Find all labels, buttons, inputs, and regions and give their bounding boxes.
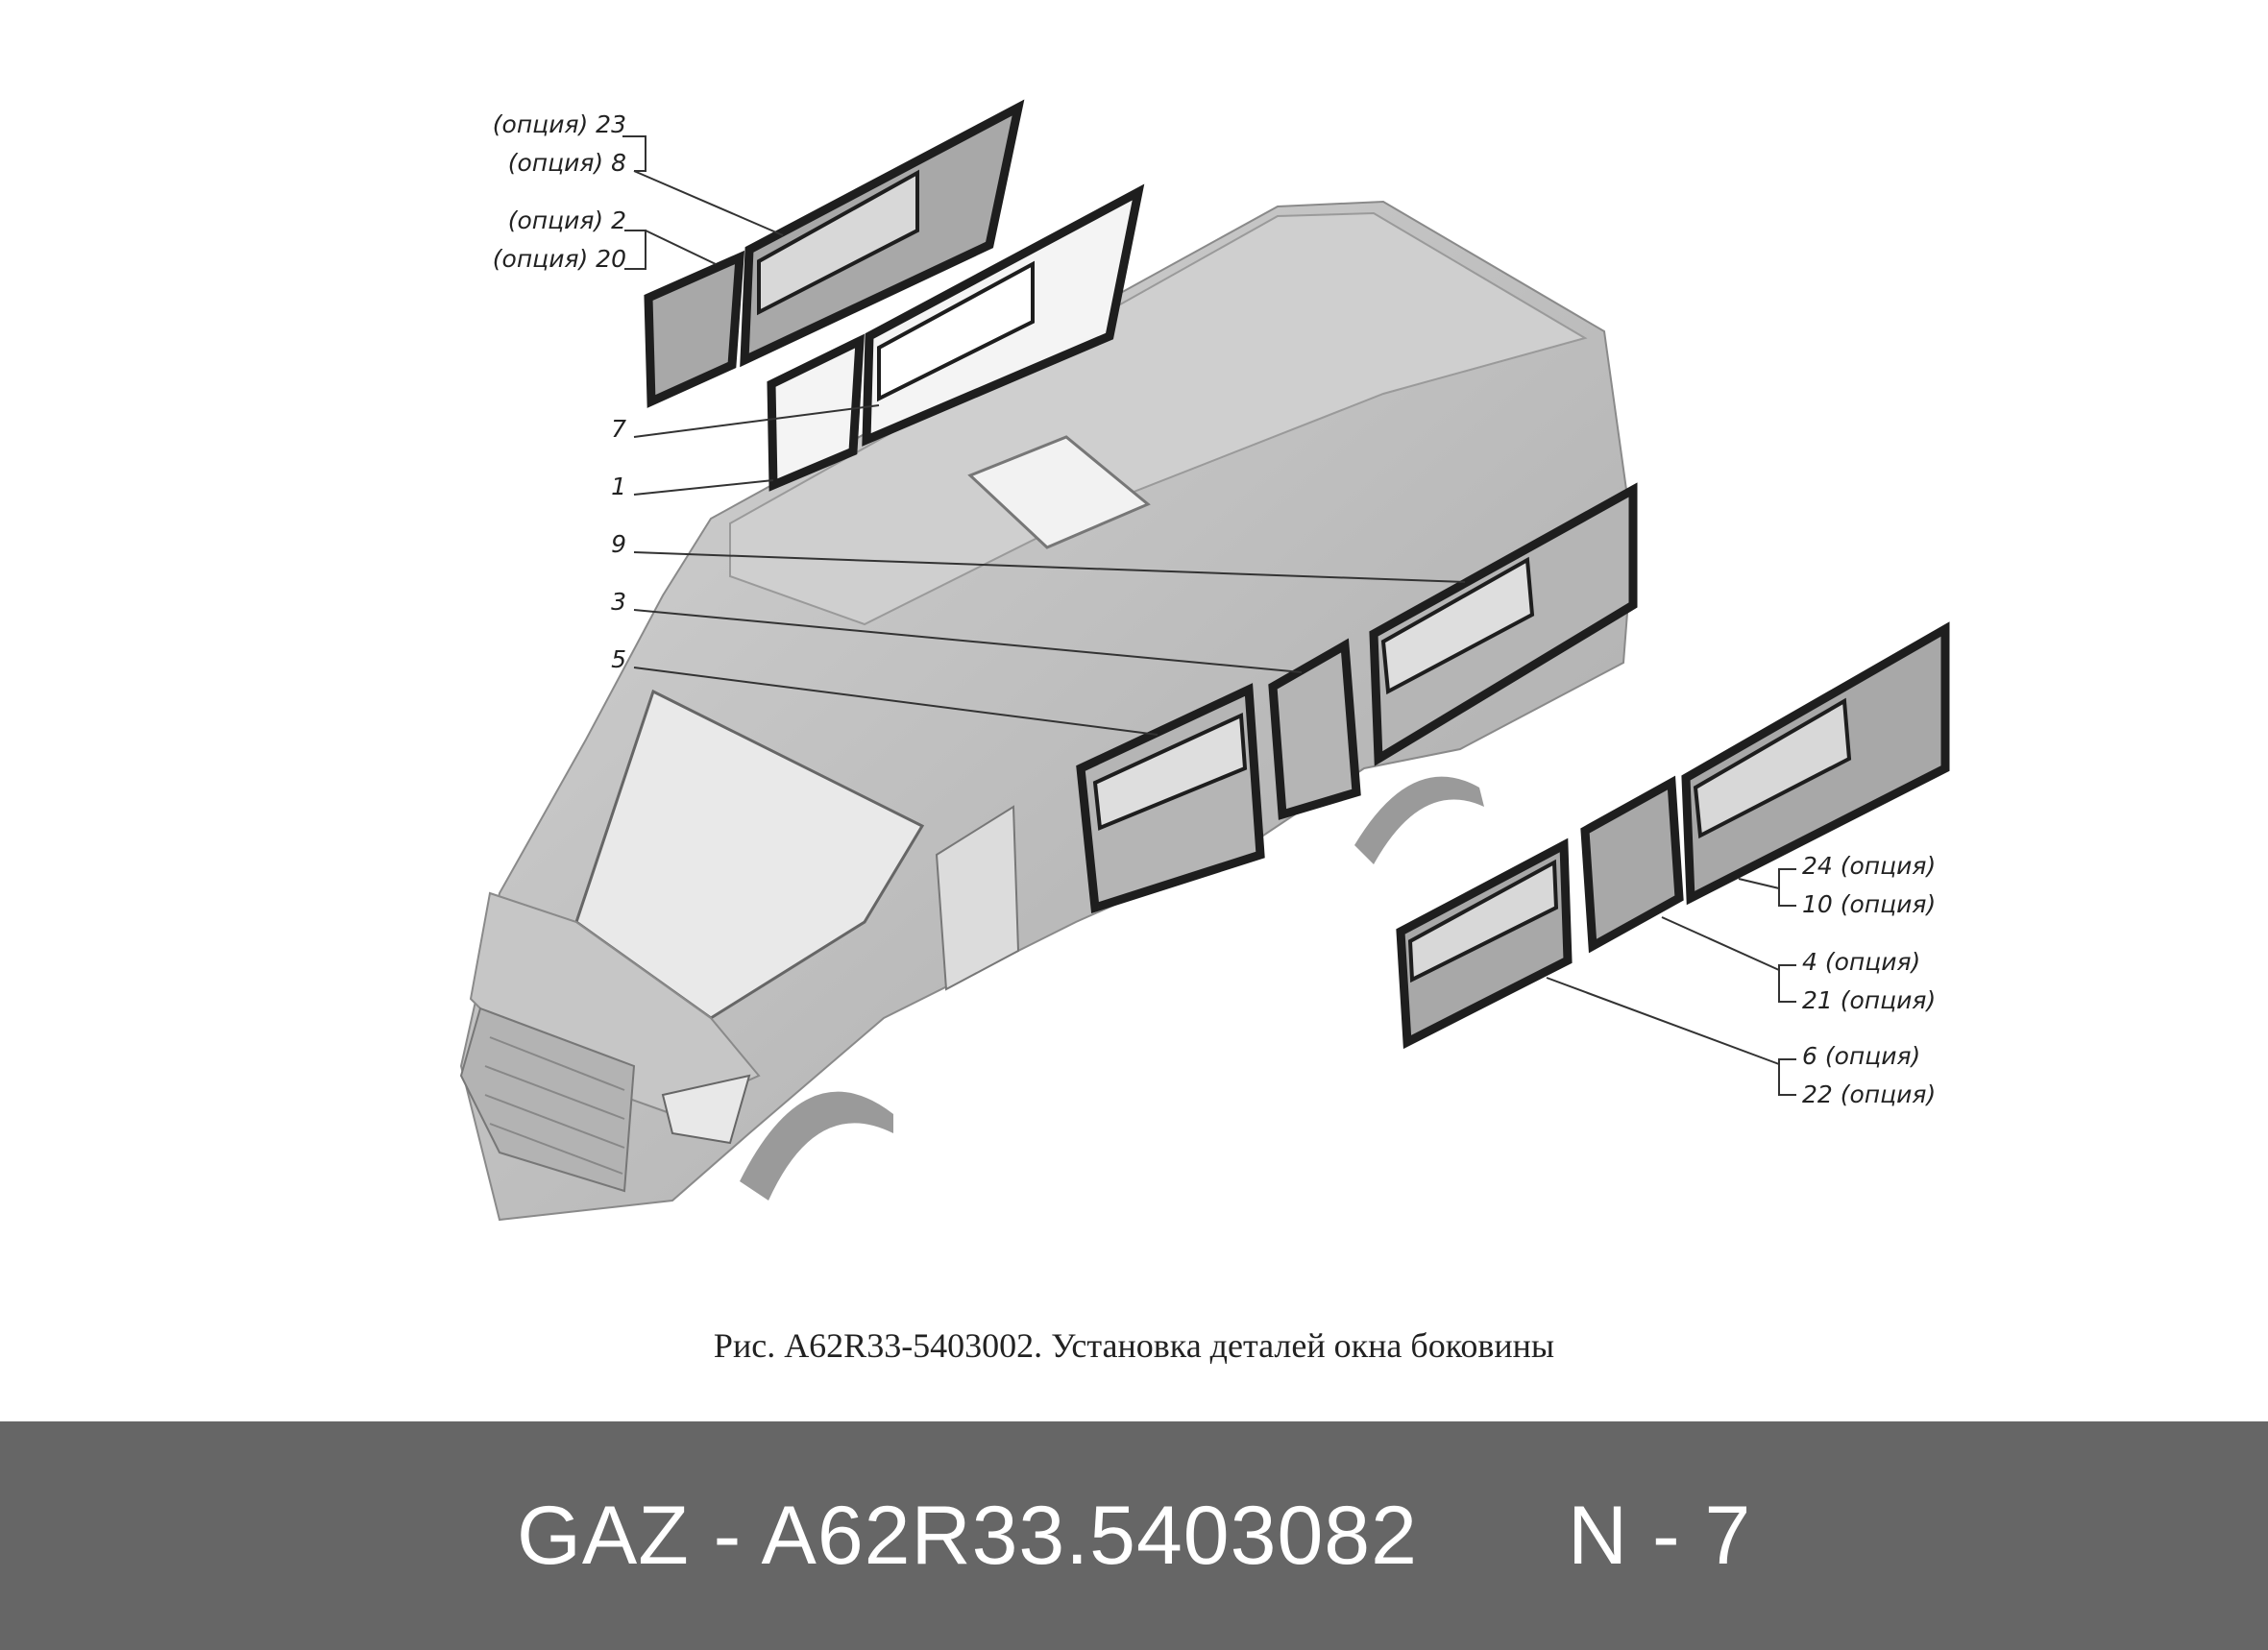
callout-7: 7: [611, 415, 626, 443]
callout-23: (опция) 23: [492, 110, 626, 138]
quantity-label: N - 7: [1568, 1490, 1752, 1582]
callout-6: 6 (опция): [1802, 1042, 1921, 1070]
callout-10: 10 (опция): [1802, 890, 1937, 918]
callout-4: 4 (опция): [1802, 948, 1921, 976]
callout-5: 5: [611, 645, 626, 673]
callout-20: (опция) 20: [492, 245, 626, 273]
window-2-glass: [648, 257, 740, 401]
callout-22: 22 (опция): [1802, 1080, 1937, 1108]
window-4-glass: [1585, 783, 1679, 946]
callout-1: 1: [611, 473, 626, 500]
callout-8: (опция) 8: [507, 149, 626, 177]
figure-caption: Рис. А62R33-5403002. Установка деталей окна боковины: [713, 1326, 1555, 1365]
callout-2: (опция) 2: [507, 206, 626, 234]
callouts-right: [1802, 852, 1936, 1108]
callout-3: 3: [611, 588, 626, 616]
callout-9: 9: [611, 530, 626, 558]
callout-24: 24 (опция): [1802, 852, 1937, 880]
callout-21: 21 (опция): [1802, 986, 1937, 1014]
part-number-label: GAZ - A62R33.5403082: [517, 1490, 1418, 1582]
callouts-left: [493, 110, 626, 673]
